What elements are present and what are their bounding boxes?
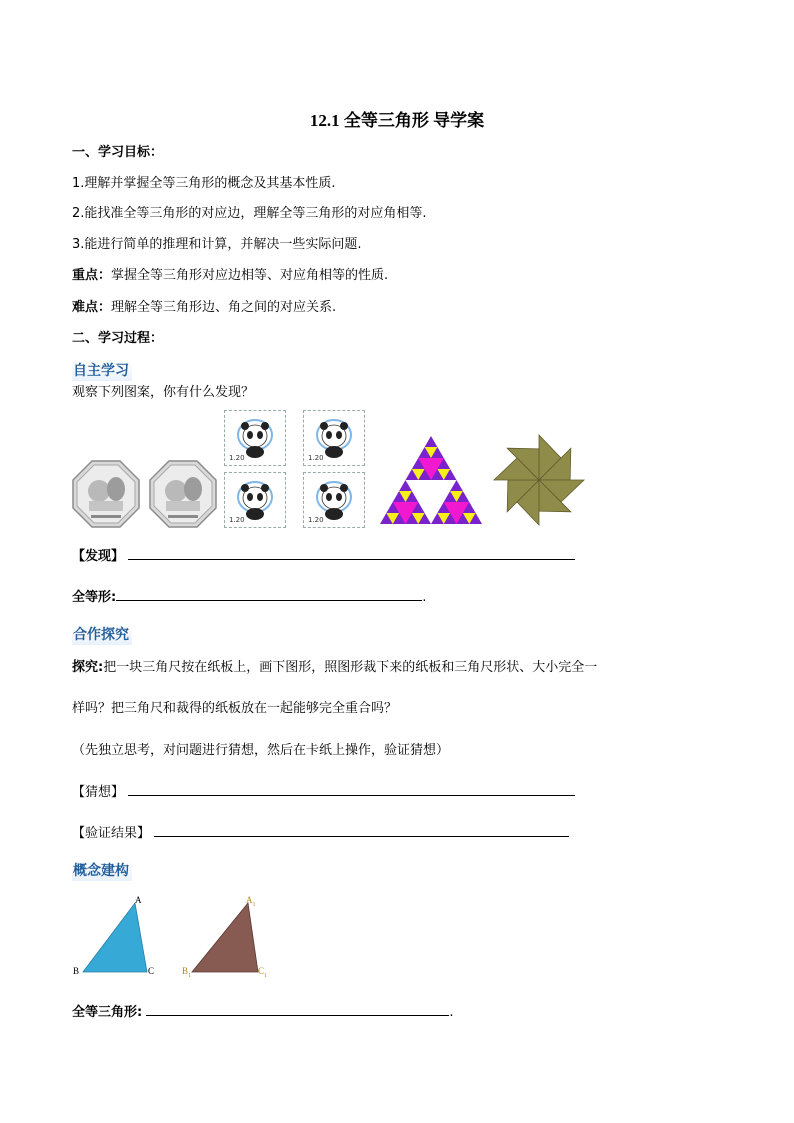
congruent-shape-fill — [72, 588, 426, 607]
congruent-shape-label: 全等形: — [72, 590, 117, 605]
explore-text-1: 把一块三角尺按在纸板上，画下图形，照图形裁下来的纸板和三角尺形状、大小完全一 — [103, 660, 598, 675]
congruent-triangle-blank[interactable] — [146, 1003, 449, 1016]
guess-fill — [72, 783, 575, 802]
triangle-abc — [75, 895, 165, 977]
congruent-triangle-fill — [72, 1003, 453, 1022]
period: . — [449, 1005, 454, 1020]
vertex-label-c: C — [148, 966, 155, 976]
key-label: 重点： — [72, 268, 112, 283]
guess-blank[interactable] — [128, 783, 575, 796]
discovery-fill — [72, 547, 575, 566]
commemorative-coin-image-2 — [148, 459, 218, 529]
stamp-price: 1.20 — [308, 516, 324, 524]
concept-tag: 概念建构 — [72, 860, 132, 881]
difficulty-label: 难点： — [72, 300, 112, 315]
stamp-price: 1.20 — [308, 454, 324, 462]
stamp-price: 1.20 — [229, 454, 245, 462]
key-text: 掌握全等三角形对应边相等、对应角相等的性质. — [111, 268, 389, 283]
explore-label: 探究: — [72, 660, 104, 675]
sierpinski-triangle-image — [380, 436, 482, 524]
vertex-label-c1: $C_1$ — [258, 966, 268, 979]
verify-label: 【验证结果】 — [72, 826, 151, 841]
triangle-a1b1c1 — [185, 895, 275, 977]
explore-line-1 — [72, 659, 597, 677]
congruent-triangle-label: 全等三角形: — [72, 1005, 143, 1020]
key-point — [72, 267, 388, 285]
explore-note: （先独立思考，对问题进行猜想，然后在卡纸上操作，验证猜想） — [72, 743, 450, 758]
panda-stamp-image — [224, 472, 286, 528]
vertex-label-a1: $A_1$ — [246, 895, 256, 908]
vertex-label-b: B — [73, 966, 80, 976]
page-title: 12.1 全等三角形 导学案 — [309, 111, 485, 130]
verify-fill — [72, 824, 569, 843]
discovery-label: 【发现】 — [72, 549, 125, 564]
goal-3: 3.能进行简单的推理和计算，并解决一些实际问题. — [72, 237, 362, 252]
discovery-blank[interactable] — [128, 547, 575, 560]
congruent-shape-blank[interactable] — [116, 588, 422, 601]
guess-label: 【猜想】 — [72, 785, 125, 800]
period: . — [422, 590, 427, 605]
self-study-prompt: 观察下列图案，你有什么发现？ — [72, 385, 255, 400]
panda-stamp-image — [303, 472, 365, 528]
commemorative-coin-image — [71, 459, 141, 529]
stamp-price: 1.20 — [229, 516, 245, 524]
vertex-label-b1: $B_1$ — [182, 966, 192, 979]
goal-2: 2.能找准全等三角形的对应边，理解全等三角形的对应角相等. — [72, 206, 427, 221]
verify-blank[interactable] — [154, 824, 569, 837]
panda-stamp-image — [224, 410, 286, 466]
explore-line-2: 样吗？把三角尺和裁得的纸板放在一起能够完全重合吗？ — [72, 701, 398, 716]
vertex-label-a: A — [135, 895, 142, 905]
goal-1: 1.理解并掌握全等三角形的概念及其基本性质. — [72, 176, 336, 191]
self-study-tag: 自主学习 — [72, 360, 132, 381]
difficulty-point — [72, 299, 336, 317]
section1-heading: 一、学习目标： — [72, 145, 164, 160]
cooperate-tag: 合作探究 — [72, 624, 132, 645]
difficulty-text: 理解全等三角形边、角之间的对应关系. — [111, 300, 337, 315]
panda-stamp-image — [303, 410, 365, 466]
pinwheel-image — [492, 433, 586, 527]
section2-heading: 二、学习过程： — [72, 331, 164, 346]
